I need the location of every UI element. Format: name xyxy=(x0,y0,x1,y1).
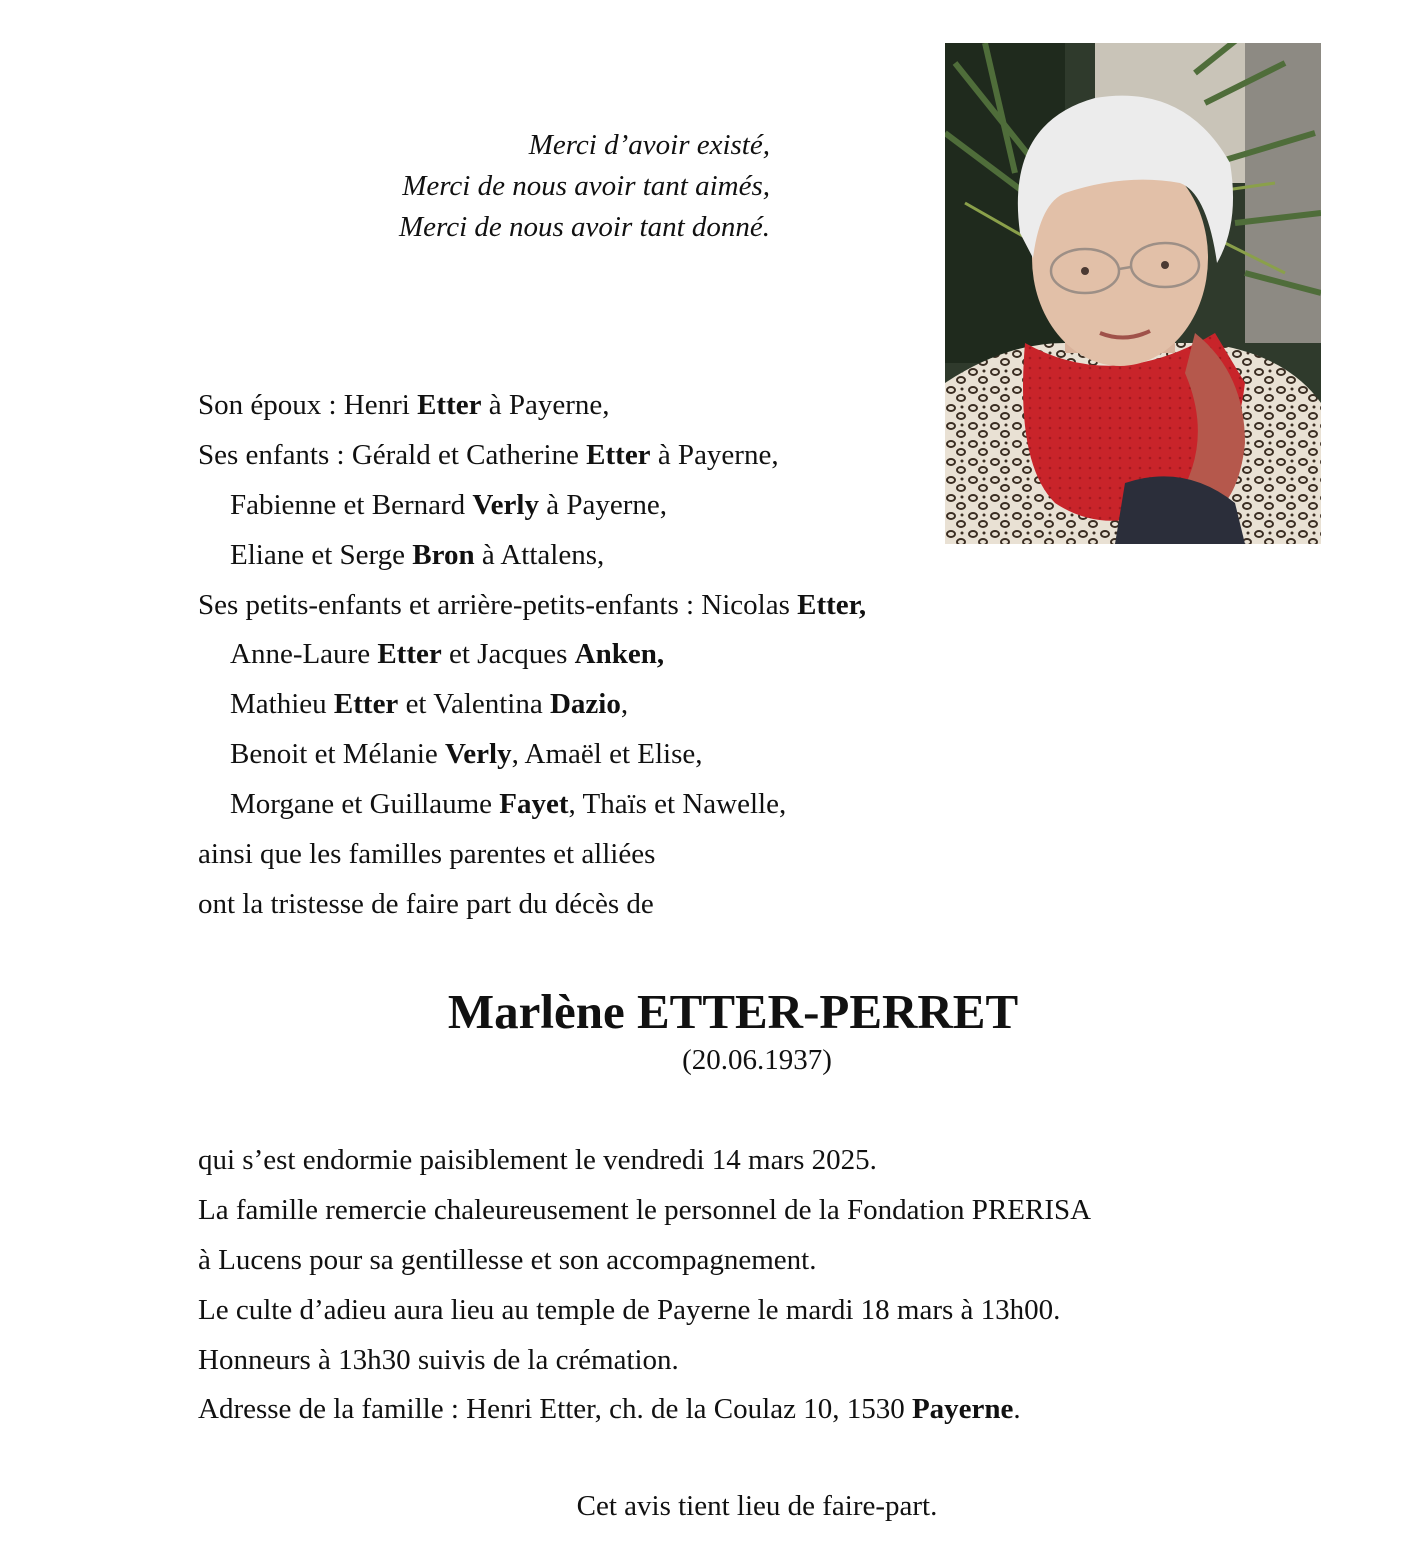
birth-date: (20.06.1937) xyxy=(682,1044,832,1076)
poem xyxy=(300,125,770,248)
text-segment: Anne-Laure xyxy=(230,638,378,671)
family-list xyxy=(198,381,866,930)
text-segment: Ses enfants : Gérald et Catherine xyxy=(198,438,587,471)
grandchildren-line xyxy=(198,780,866,830)
city: Payerne xyxy=(911,1393,1014,1426)
text-segment: . xyxy=(1013,1393,1021,1426)
grandchildren-line xyxy=(198,680,866,730)
text-segment: et Valentina xyxy=(398,688,550,721)
text-segment: , Thaïs et Nawelle, xyxy=(568,788,787,821)
surname: Etter xyxy=(333,688,399,721)
surname: Etter xyxy=(377,638,442,671)
surname: Anken, xyxy=(574,638,665,671)
surname: Fayet xyxy=(499,788,569,821)
relatives-line: ainsi que les familles parentes et alliées xyxy=(198,838,656,871)
surname: Etter xyxy=(586,438,651,471)
poem-line: Merci d’avoir existé, xyxy=(528,129,770,161)
grandchildren-line xyxy=(198,630,866,680)
children-line xyxy=(198,531,866,581)
surname: Bron xyxy=(412,538,475,571)
death-line: qui s’est endormie paisiblement le vendredi 14 mars 2025. xyxy=(198,1144,877,1176)
text-segment: Eliane et Serge xyxy=(230,538,413,571)
text-segment: Fabienne et Bernard xyxy=(230,488,473,521)
surname: Dazio xyxy=(549,688,621,721)
text-segment: et Jacques xyxy=(441,638,575,671)
text-segment: Adresse de la famille : Henri Etter, ch. de la Coulaz 10, 1530 xyxy=(198,1393,912,1426)
poem-line: Merci de nous avoir tant aimés, xyxy=(402,170,770,202)
portrait-photo xyxy=(945,43,1321,544)
footer-note: Cet avis tient lieu de faire-part. xyxy=(576,1490,938,1522)
text-segment: Mathieu xyxy=(230,688,334,721)
address-line xyxy=(198,1385,1091,1435)
text-segment: Ses petits-enfants et arrière-petits-enfants : Nicolas xyxy=(198,588,798,621)
announcement-line: ont la tristesse de faire part du décès de xyxy=(198,887,654,920)
details-block xyxy=(198,1136,1091,1435)
text-segment: , Amaël et Elise, xyxy=(511,738,703,771)
text-segment: , xyxy=(620,688,629,721)
spouse-line xyxy=(198,381,866,431)
text-segment: Morgane et Guillaume xyxy=(230,788,500,821)
poem-line: Merci de nous avoir tant donné. xyxy=(398,211,770,243)
grandchildren-line xyxy=(198,581,866,631)
honours-line: Honneurs à 13h30 suivis de la crémation. xyxy=(198,1343,679,1376)
deceased-name: Marlène ETTER-PERRET xyxy=(447,984,1019,1039)
surname: Verly xyxy=(472,488,539,521)
service-line: Le culte d’adieu aura lieu au temple de Payerne le mardi 18 mars à 13h00. xyxy=(198,1293,1061,1326)
thanks-line: à Lucens pour sa gentillesse et son accompagnement. xyxy=(198,1243,817,1276)
grandchildren-line xyxy=(198,730,866,780)
text-segment: Benoit et Mélanie xyxy=(230,738,446,771)
text-segment: à Attalens, xyxy=(474,538,605,571)
surname: Etter, xyxy=(797,588,867,621)
children-line xyxy=(198,481,866,531)
text-segment: Son époux : Henri xyxy=(198,389,418,421)
text-segment: à Payerne, xyxy=(538,488,668,521)
children-line xyxy=(198,431,866,481)
thanks-line: La famille remercie chaleureusement le personnel de la Fondation PRERISA xyxy=(198,1193,1092,1226)
surname: Etter xyxy=(417,389,482,421)
text-segment: à Payerne, xyxy=(650,438,779,471)
surname: Verly xyxy=(445,738,512,771)
text-segment: à Payerne, xyxy=(481,389,610,421)
portrait-illustration xyxy=(945,43,1321,544)
